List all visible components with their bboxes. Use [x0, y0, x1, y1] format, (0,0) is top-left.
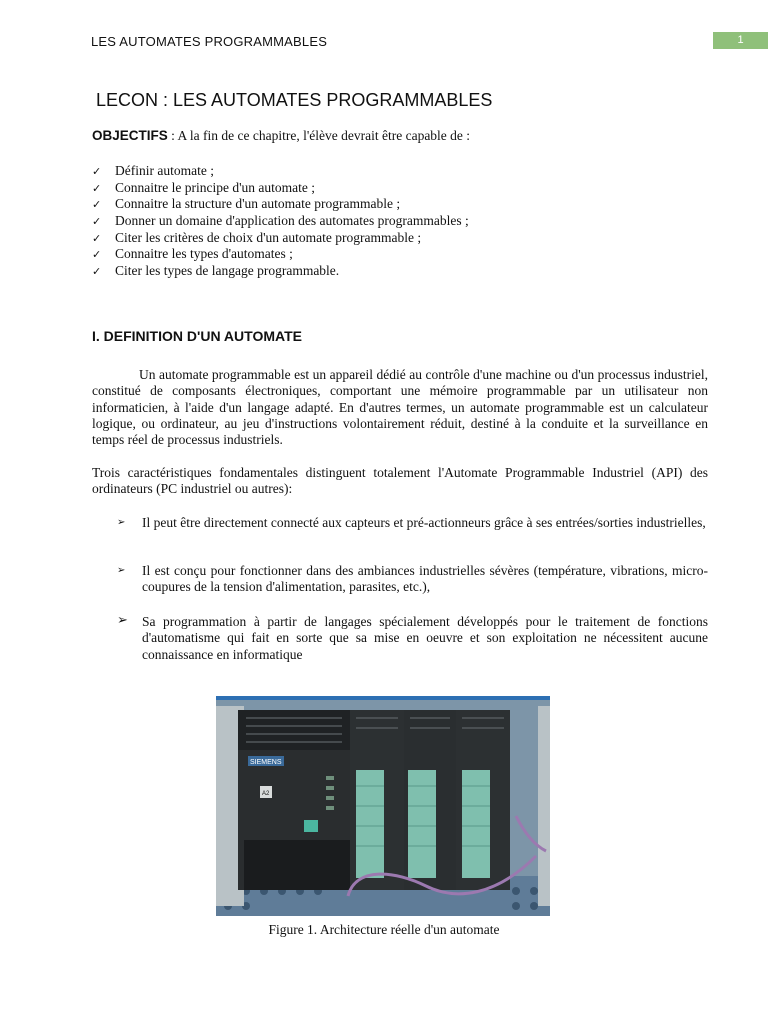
- objectives-intro: : A la fin de ce chapitre, l'élève devrait être capable de :: [167, 128, 471, 143]
- page-number: 1: [713, 32, 768, 49]
- plc-module-label: A2: [262, 791, 270, 797]
- list-item: ✓ Définir automate ;: [92, 163, 469, 180]
- checkmark-icon: ✓: [92, 231, 102, 245]
- list-item: ✓ Connaitre la structure d'un automate programmable ;: [92, 196, 469, 213]
- list-item: ✓ Citer les critères de choix d'un automate programmable ;: [92, 230, 469, 247]
- arrow-bullet-icon: ➢: [117, 517, 126, 528]
- objectives-label: OBJECTIFS: [92, 128, 168, 143]
- plc-brand-label: SIEMENS: [250, 759, 282, 766]
- characteristics-paragraph: Trois caractéristiques fondamentales distinguent totalement l'Automate Programmable Industriel (API) des ordinateurs (PC industriel ou autres):: [92, 465, 708, 497]
- checkmark-icon: ✓: [92, 198, 102, 212]
- arrow-bullet-icon: ➢: [117, 565, 126, 576]
- bullet-item: ➢ Il est conçu pour fonctionner dans des ambiances industrielles sévères (température, vibrations, micro-coupures de la tension d'alimentation, parasites, etc.),: [117, 563, 708, 595]
- list-item: ✓ Donner un domaine d'application des automates programmables ;: [92, 213, 469, 230]
- checkmark-icon: ✓: [92, 165, 102, 178]
- objectives-line: [92, 128, 712, 144]
- bullet-item: ➢ Sa programmation à partir de langages spécialement développés pour le traitement de fonctions d'automatisme qui fait en sorte que sa mise en oeuvre et son exploitation ne nécessitent aucune connaissance en informatique: [117, 613, 708, 662]
- list-item: ✓ Citer les types de langage programmable.: [92, 263, 469, 280]
- checkmark-icon: ✓: [92, 265, 102, 279]
- bullet-item: ➢ Il peut être directement connecté aux capteurs et pré-actionneurs grâce à ses entrées/sorties industrielles,: [117, 515, 706, 530]
- checkmark-icon: ✓: [92, 181, 102, 195]
- running-header: LES AUTOMATES PROGRAMMABLES: [91, 34, 328, 49]
- definition-paragraph: Un automate programmable est un appareil dédié au contrôle d'une machine ou d'un processus industriel, constitué de composants électroniques, comportant une mémoire programmable par un utilisateur non informaticien, à l'aide d'un langage adapté. En d'autres termes, un automate programmable est un calculateur logique, ou ordinateur, au jeu d'instructions volontairement réduit, destiné à la conduite et la surveillance en temps réel de processus industriels.: [92, 367, 708, 448]
- arrow-bullet-icon: ➢: [117, 613, 128, 628]
- list-item: ✓ Connaitre le principe d'un automate ;: [92, 180, 469, 197]
- objectives-list: [92, 163, 469, 280]
- figure-caption: Figure 1. Architecture réelle d'un automate: [268, 922, 500, 937]
- list-item: ✓ Connaitre les types d'automates ;: [92, 246, 469, 263]
- plc-photo: [216, 696, 550, 916]
- checkmark-icon: ✓: [92, 215, 102, 229]
- lesson-title: LECON : LES AUTOMATES PROGRAMMABLES: [96, 90, 493, 110]
- section-heading: I. DEFINITION D'UN AUTOMATE: [92, 328, 302, 344]
- checkmark-icon: ✓: [92, 248, 102, 262]
